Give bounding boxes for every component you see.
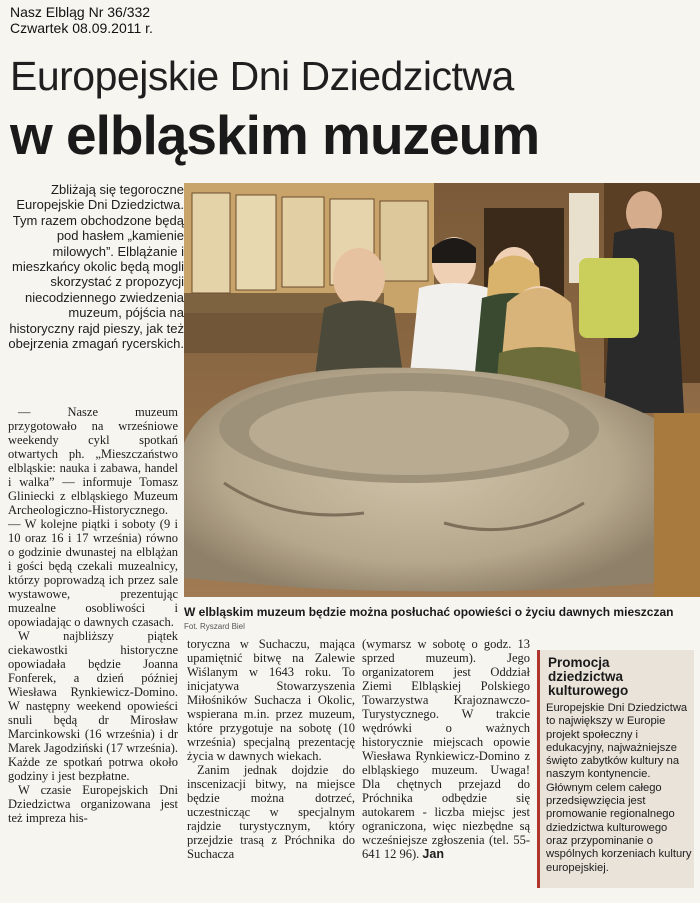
info-box-title: Promocja dziedzictwa kulturowego [548,655,629,698]
paragraph: W czasie Europejskich Dni Dziedzictwa organizowana jest też impreza his- [8,783,178,825]
paragraph-text: (wymarsz w sobotę o godz. 13 sprzed muzeum). Jego organizatorem jest Oddział Ziemi Elbląskiej Polskiego Towarzystwa Krajoznawczo-Turystycznego. W trakcie wędrówki o ważnych historycznie miejscach opowie Wiesława Rynkiewicz-Domino z elbląskiego muzeum. Uwaga! Dla chętnych przejazd do Próchnika odbędzie się autokarem - liczba miejsc jest ograniczona, więc niezbędne są wcześniejsze zgłoszenia (tel. 55-641 12 96). [362,637,530,861]
paragraph: Zanim jednak dojdzie do inscenizacji bitwy, na miejsce będzie można dotrzeć, uczestnicząc w specjalnym rajdzie turystycznym, który przejdzie trasą z Próchnika do Suchacza [187,763,355,861]
article-column-2 [187,637,355,861]
headline-line-2: w elbląskim muzeum [10,104,540,166]
article-photo [184,183,700,597]
info-box [537,650,694,888]
article-column-1 [8,405,178,825]
paragraph [362,637,530,861]
article-lead [6,182,184,351]
paragraph: toryczna w Suchaczu, mająca upamiętnić bitwę na Zalewie Wiślanym w 1643 roku. To inicjatywa Stowarzyszenia Miłośników Suchacza i Okolic, wspierana m.in. przez muzeum, które przygotuje na sobotę (10 września) specjalną prezentację życia w dawnych wiekach. [187,637,355,763]
article-column-3 [362,637,530,861]
publication-line: Nasz Elbląg Nr 36/332 [10,4,151,20]
headline-line-1: Europejskie Dni Dziedzictwa [10,53,514,99]
lead-text: Zbliżają się tegoroczne Europejskie Dni Dziedzictwa. Tym razem obchodzone będą pod hasłem „kamienie milowych”. Elblążanie i mieszkańcy okolic będą mogli skorzystać z propozycji niecodziennego zwiedzenia muzeum, pójścia na historyczny rajd pieszy, jak też obejrzenia zmagań rycerskich. [8,182,184,352]
author-signature: Jan [422,847,444,861]
paragraph: W najbliższy piątek ciekawostki historyczne opowiadała będzie Joanna Fonferek, a dzień później Wiesława Rynkiewicz-Domino. W następny weekend opowieści snuli będą dr Mirosław Marcinkowski (16 września) i dr Marek Jagodziński (17 września). Każde ze spotkań potrwa około godziny i jest bezpłatne. [8,629,178,783]
museum-scene-illustration [184,183,700,597]
publication-date: Czwartek 08.09.2011 r. [10,20,153,36]
paragraph: — Nasze muzeum przygotowało na wrześniowe weekendy cykl spotkań otwartych ph. „Mieszczaństwo elbląskie: nauka i zabawa, handel i walka” — informuje Tomasz Gliniecki z elbląskiego Muzeum Archeologiczno-Historycznego. — W kolejne piątki i soboty (9 i 10 oraz 16 i 17 września) równo o godzinie dwunastej na elblążan i gości będą czekali muzealnicy, którzy poprowadzą ich przez sale wystawowe, prezentując muzealne osobliwości i opowiadając o dawnych czasach. [8,405,178,629]
photo-caption: W elbląskim muzeum będzie można posłuchać opowieści o życiu dawnych mieszczan [184,605,674,619]
info-box-text: Europejskie Dni Dziedzictwa to największy w Europie projekt społeczny i edukacyjny, najważniejsze święto zabytków kultury na naszym kontynencie. Głównym celem całego przedsięwzięcia jest promowanie regionalnego dziedzictwa kulturowego oraz przypominanie o wspólnych korzeniach kultury europejskiej. [546,702,692,874]
photo-credit: Fot. Ryszard Biel [184,622,245,631]
